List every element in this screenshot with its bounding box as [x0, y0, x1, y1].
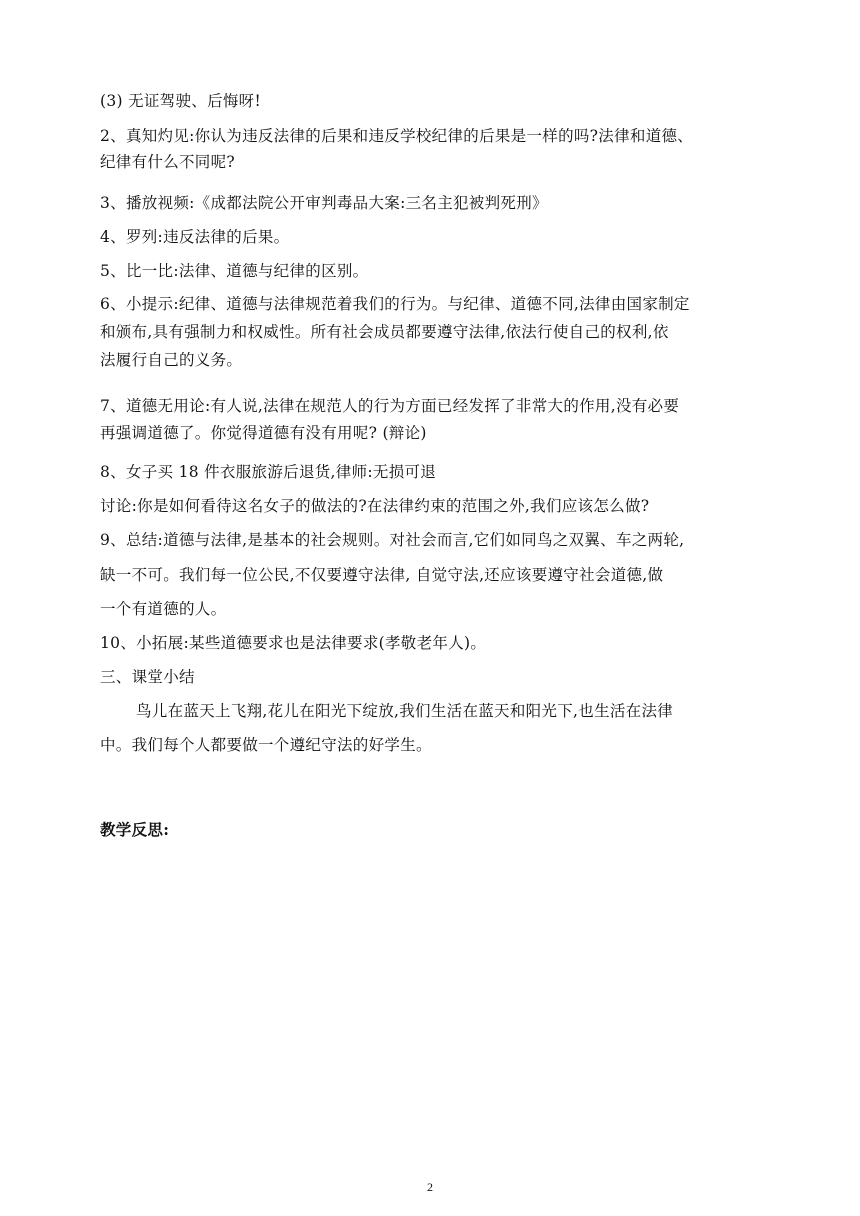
text-line-item-10: 10、小拓展:某些道德要求也是法律要求(孝敬老年人)。	[100, 634, 487, 652]
section-heading-summary: 三、课堂小结	[100, 668, 195, 686]
text-line-item-9c: 一个有道德的人。	[100, 600, 227, 618]
text-line-item-6c: 法履行自己的义务。	[100, 351, 243, 369]
text-line-item-9a: 9、总结:道德与法律,是基本的社会规则。对社会而言,它们如同鸟之双翼、车之两轮,	[100, 531, 685, 549]
text-line-item-3: (3) 无证驾驶、后悔呀!	[100, 92, 262, 110]
summary-paragraph-line-1: 鸟儿在蓝天上飞翔,花儿在阳光下绽放,我们生活在蓝天和阳光下,也生活在法律	[136, 702, 674, 720]
text-line-item-7b: 再强调道德了。你觉得道德有没有用呢? (辩论)	[100, 424, 427, 442]
summary-paragraph-line-2: 中。我们每个人都要做一个遵纪守法的好学生。	[100, 736, 432, 754]
text-line-item-2a: 2、真知灼见:你认为违反法律的后果和违反学校纪律的后果是一样的吗?法律和道德、	[100, 127, 694, 145]
reflection-heading: 教学反思:	[100, 820, 170, 839]
page-number: 2	[427, 1180, 433, 1194]
text-line-item-5: 5、比一比:法律、道德与纪律的区别。	[100, 262, 369, 280]
text-line-item-2b: 纪律有什么不同呢?	[100, 153, 236, 171]
text-line-item-8: 8、女子买 18 件衣服旅游后退货,律师:无损可退	[100, 463, 437, 481]
text-line-item-6b: 和颁布,具有强制力和权威性。所有社会成员都要遵守法律,依法行使自己的权利,依	[100, 323, 669, 341]
text-line-item-4: 4、罗列:违反法律的后果。	[100, 228, 290, 246]
text-line-item-9b: 缺一不可。我们每一位公民,不仅要遵守法律, 自觉守法,还应该要遵守社会道德,做	[100, 566, 664, 584]
text-line-item-7a: 7、道德无用论:有人说,法律在规范人的行为方面已经发挥了非常大的作用,没有必要	[100, 397, 680, 415]
text-line-discussion: 讨论:你是如何看待这名女子的做法的?在法律约束的范围之外,我们应该怎么做?	[100, 497, 650, 515]
text-line-item-6a: 6、小提示:纪律、道德与法律规范着我们的行为。与纪律、道德不同,法律由国家制定	[100, 295, 690, 313]
text-line-item-3-video: 3、播放视频:《成都法院公开审判毒品大案:三名主犯被判死刑》	[100, 194, 548, 212]
